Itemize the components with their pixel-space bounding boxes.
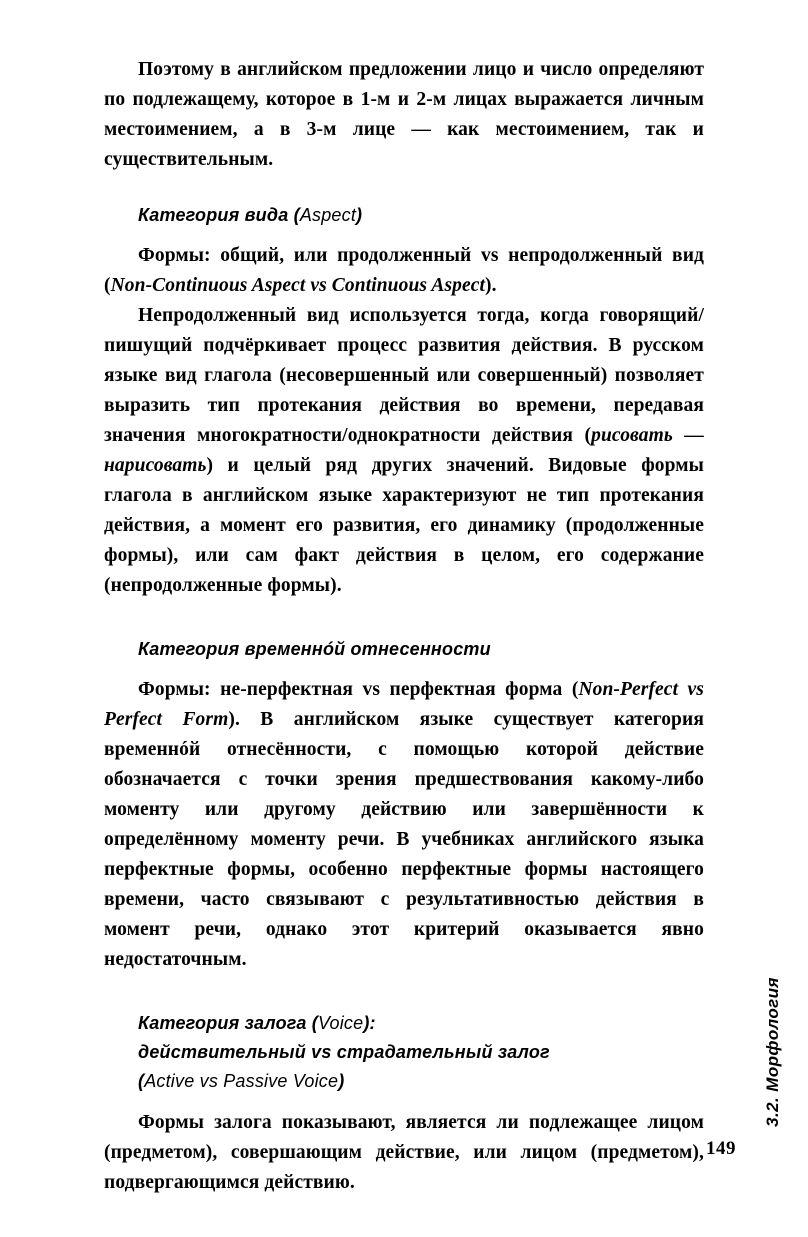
heading-text: Категория вида (: [138, 205, 300, 225]
heading-latin-term: Aspect: [299, 205, 357, 225]
spacer: [104, 601, 704, 635]
paragraph-time-reference: [104, 675, 704, 975]
heading-tail: ): [356, 205, 363, 225]
text-lead: Формы: общий, или продолженный vs непродолженный вид (: [104, 245, 704, 296]
spacer: [104, 229, 704, 241]
heading-text: Категория залога (: [138, 1013, 318, 1033]
text-lead: Формы: не-перфектная vs перфектная форма (: [138, 679, 579, 700]
text-part-1: Непродолженный вид используется тогда, когда говорящий/пишущий подчёркивает процесс развития действия. В русском языке вид глагола (несовершенный или совершенный) позволяет выразить тип протекания действия во времени, передавая значения многократности/однократности действия (: [104, 305, 704, 446]
heading-tail: ): [338, 1071, 345, 1091]
section-heading-time-reference: Категория временнóй отнесенности: [138, 639, 491, 659]
heading-latin-term: Active vs Passive Voice: [144, 1071, 339, 1091]
side-tab-chapter-marker: [758, 952, 788, 1152]
spacer: [104, 663, 704, 675]
heading-line-2: действительный vs страдательный залог: [138, 1042, 550, 1062]
page-number: 149: [706, 1138, 736, 1159]
text-tail: ). В английском языке существует категория временнóй отнесённости, с помощью которой действие обозначается с точки зрения предшествования какому-либо моменту или другому действию или завершённости к определённому моменту речи. В учебниках английского языка перфектные формы, особенно перфектные формы настоящего времени, часто связывают с результативностью действия в момент речи, однако этот критерий оказывается явно недостаточным.: [104, 709, 704, 970]
latin-term-italic: Non-Continuous Aspect vs Continuous Aspect: [110, 275, 486, 296]
paragraph-aspect-main: [104, 301, 704, 601]
text-part-2: ) и целый ряд других значений. Видовые формы глагола в английском языке характеризуют не тип протекания действия, а момент его развития, его динамику (продолженные формы), или сам факт действия в целом, его содержание (непродолженные формы).: [104, 455, 704, 596]
section-heading-aspect: [104, 201, 704, 229]
page-content: [104, 55, 704, 1198]
spacer: [104, 975, 704, 1009]
text-tail: ).: [485, 275, 497, 296]
paragraph-aspect-forms: [104, 241, 704, 301]
spacer: [104, 175, 704, 201]
spacer: [104, 1096, 704, 1108]
heading-tail: ):: [363, 1013, 376, 1033]
paragraph-intro: Поэтому в английском предложении лицо и число определяют по подлежащему, которое в 1-м и 2-м лицах выражается личным местоимением, а в 3-м лице — как местоимением, так и существительным.: [104, 59, 704, 170]
example-italic: рисовать — нарисовать: [104, 425, 704, 476]
heading-open-paren: (: [138, 1071, 145, 1091]
section-heading-voice: [104, 1009, 704, 1096]
latin-term-italic: Non-Perfect vs Perfect Form: [104, 679, 704, 730]
heading-line-3: [104, 1067, 704, 1096]
heading-line-1: [104, 1009, 704, 1038]
side-tab-label: 3.2. Морфология: [763, 977, 782, 1127]
paragraph-voice-main: Формы залога показывают, является ли подлежащее лицом (предметом), совершающим действие, или лицом (предметом), подвергающимся действию.: [104, 1112, 704, 1193]
heading-latin-term: Voice: [317, 1013, 364, 1033]
